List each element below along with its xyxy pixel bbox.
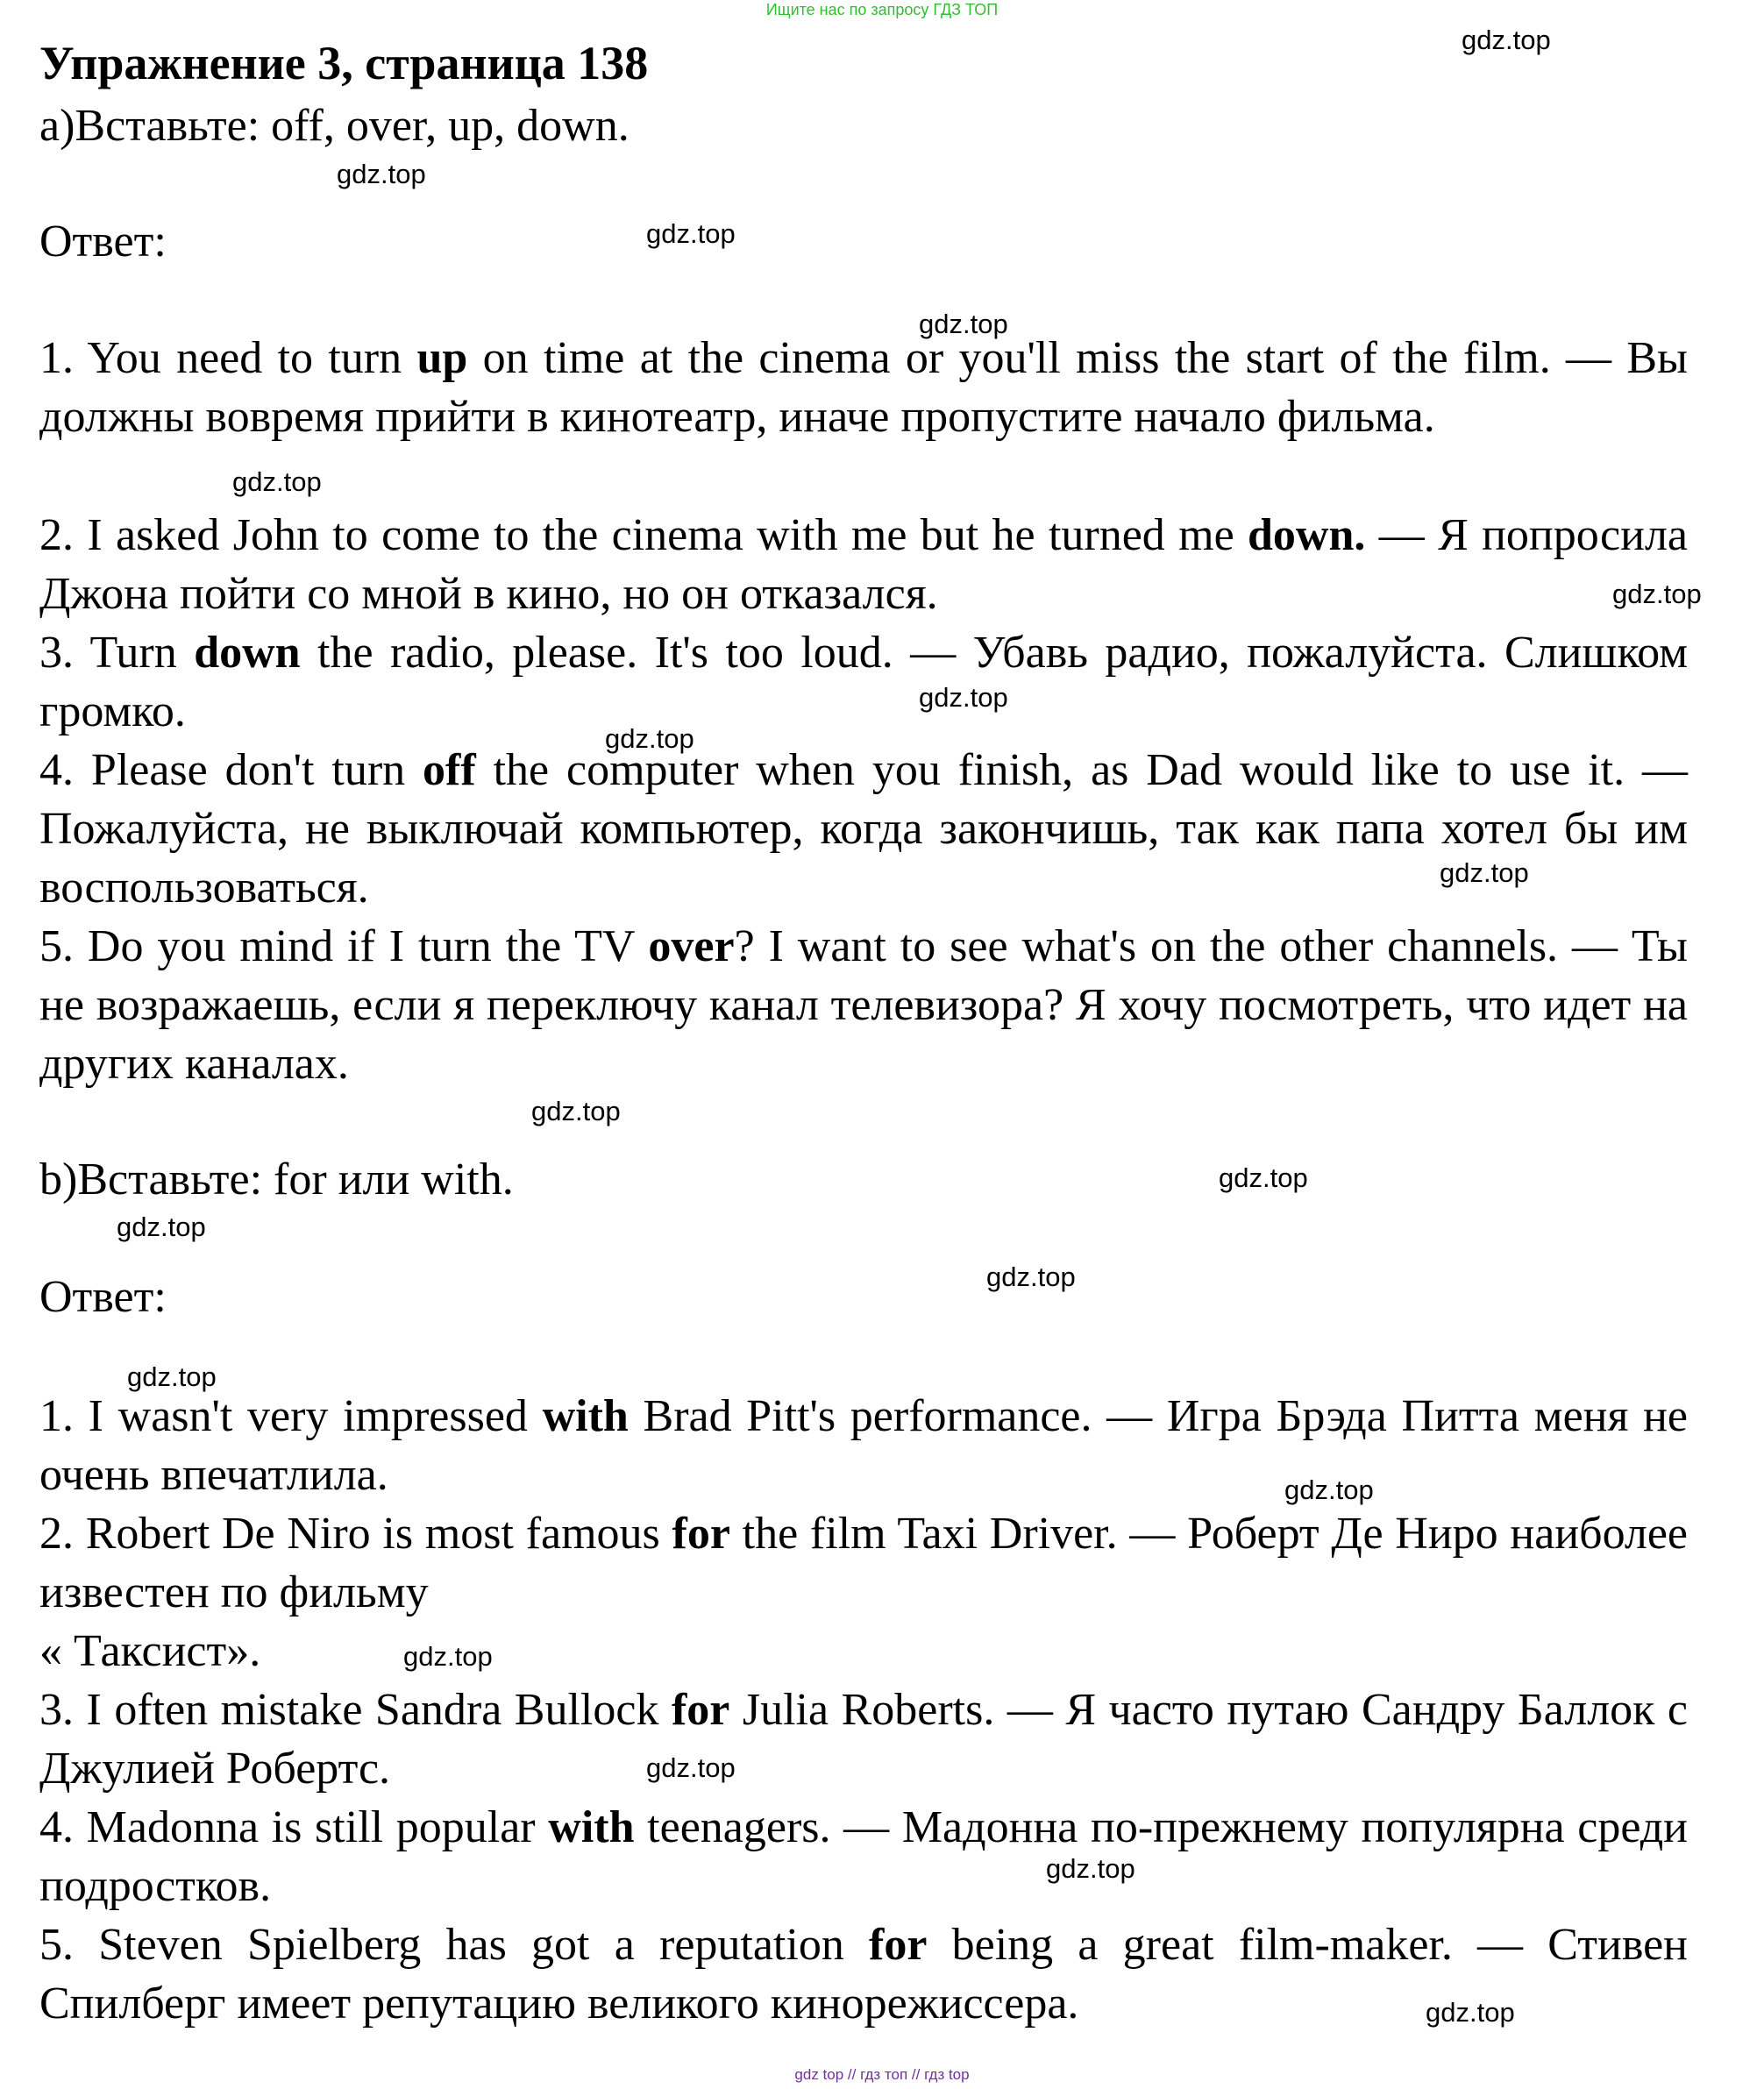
watermark: gdz.top <box>1219 1162 1308 1193</box>
answer-a-2-word: down. <box>1248 510 1366 560</box>
answer-a-4-word: off <box>423 745 476 795</box>
watermark: gdz.top <box>1612 579 1702 609</box>
watermark: gdz.top <box>232 466 322 497</box>
watermark: gdz.top <box>919 682 1008 713</box>
answer-b-4-word: with <box>548 1802 635 1852</box>
task-a: a)Вставьте: off, over, up, down. <box>39 101 629 151</box>
answer-a-5: 5. Do you mind if I turn the TV over? I want to see what's on the other channels. — Ты не возражаешь, если я переключу канал телевизора? Я хочу посмотреть, что идет на других каналах. <box>39 921 1688 1089</box>
answer-a-4: 4. Please don't turn off the computer when you finish, as Dad would like to use it. — Пожалуйста, не выключай компьютер, когда закончишь, так как папа хотел бы им воспользоваться. <box>39 745 1688 913</box>
watermark: gdz.top <box>646 218 736 249</box>
watermark: gdz.top <box>1462 25 1551 55</box>
watermark: gdz.top <box>1426 1997 1515 2028</box>
watermark: gdz.top <box>337 159 426 189</box>
answer-a-1: 1. You need to turn up on time at the cinema or you'll miss the start of the film. — Вы должны вовремя прийти в кинотеатр, иначе пропустите начало фильма. <box>39 333 1688 442</box>
answer-a-3: 3. Turn down the radio, please. It's too loud. — Убавь радио, пожалуйста. Слишком громко. <box>39 628 1688 736</box>
answer-b-2-word: for <box>672 1509 730 1559</box>
watermark: gdz.top <box>403 1641 493 1672</box>
watermark: gdz.top <box>919 309 1008 339</box>
answer-a-1-word: up <box>416 333 468 383</box>
answer-b-1-word: with <box>542 1391 629 1441</box>
answer-a-3-word: down <box>194 628 301 678</box>
answer-label-a: Ответ: <box>39 217 167 266</box>
answer-b-3: 3. I often mistake Sandra Bullock for Julia Roberts. — Я часто путаю Сандру Баллок с Джулией Робертс. <box>39 1685 1688 1794</box>
page-title: Упражнение 3, страница 138 <box>39 37 649 89</box>
watermark: gdz.top <box>127 1361 217 1392</box>
task-b: b)Вставьте: for или with. <box>39 1155 514 1204</box>
watermark: gdz.top <box>986 1261 1076 1292</box>
watermark: gdz.top <box>646 1752 736 1783</box>
answer-b-1: 1. I wasn't very impressed with Brad Pitt's performance. — Игра Брэда Питта меня не очень впечатлила. <box>39 1391 1688 1500</box>
header-banner: Ищите нас по запросу ГДЗ ТОП <box>765 1 999 18</box>
answer-b-5-word: for <box>869 1920 928 1970</box>
watermark: gdz.top <box>1284 1474 1374 1505</box>
answer-b-5: 5. Steven Spielberg has got a reputation for being a great film-maker. — Стивен Спилберг имеет репутацию великого кинорежиссера. <box>39 1920 1688 2029</box>
watermark: gdz.top <box>1440 857 1529 888</box>
answer-a-2: 2. I asked John to come to the cinema with me but he turned me down. — Я попросила Джона пойти со мной в кино, но он отказался. <box>39 510 1688 619</box>
answer-b-4: 4. Madonna is still popular with teenagers. — Мадонна по-прежнему популярна среди подростков. <box>39 1802 1689 1911</box>
answer-b-3-word: for <box>671 1685 730 1735</box>
answer-label-b: Ответ: <box>39 1272 167 1322</box>
answer-b-2: 2. Robert De Niro is most famous for the film Taxi Driver. — Роберт Де Ниро наиболее известен по фильму « Таксист». <box>39 1509 1689 1676</box>
watermark: gdz.top <box>531 1096 621 1126</box>
footer-banner: gdz top // гдз топ // гдз top <box>794 2066 970 2083</box>
watermark: gdz.top <box>117 1211 206 1242</box>
answer-a-5-word: over <box>648 921 735 971</box>
watermark: gdz.top <box>1046 1853 1135 1884</box>
watermark: gdz.top <box>605 723 694 754</box>
